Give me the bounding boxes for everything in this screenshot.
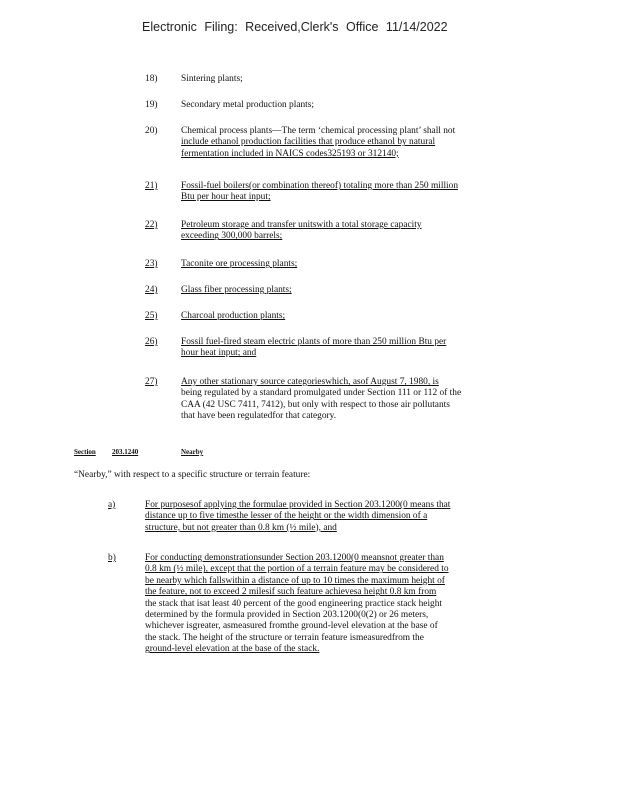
item-text: Fossil-fuel boilers(or combination thereof) totaling more than 250 million: [181, 181, 459, 191]
section-label: Section: [74, 448, 96, 456]
item-text: Fossil fuel-fired steam electric plants of more than 250 million Btu per: [181, 337, 447, 347]
item-number: 22): [145, 220, 158, 230]
section-title: Nearby: [181, 448, 204, 456]
item-text: Chemical process plants—The term ‘chemical processing plant’ shall not: [181, 126, 456, 136]
item-number: 27): [145, 377, 158, 387]
sub-item-text: the stack that isat least 40 percent of the good engineering practice stack height: [145, 598, 443, 609]
sub-item-text: the feature, not to exceed 2 milesif such feature achievesa height 0.8 km from: [145, 587, 437, 598]
item-text: hour heat input; and: [181, 348, 257, 359]
item-number: 20): [145, 126, 158, 136]
sub-item-text: 0.8 km (½ mile), except that the portion of a terrain feature may be considered to: [145, 564, 449, 575]
item-number: 23): [145, 259, 158, 269]
item-text: Btu per hour heat input;: [181, 192, 271, 203]
item-text: CAA (42 USC 7411, 7412), but only with respect to those air pollutants: [181, 399, 450, 410]
item-number: 21): [145, 181, 158, 191]
item-text: that have been regulatedfor that category.: [181, 411, 337, 422]
sub-item-text: be nearby which fallswithin a distance of up to 10 times the maximum height of: [145, 575, 445, 586]
item-text: Glass fiber processing plants;: [181, 285, 292, 295]
item-text: exceeding 300,000 barrels;: [181, 231, 283, 242]
definition-intro: “Nearby,” with respect to a specific structure or terrain feature:: [74, 470, 311, 480]
item-text: Secondary metal production plants;: [181, 100, 315, 110]
filing-header: Electronic Filing: Received,Clerk's Office 11/14/2022: [142, 20, 448, 34]
item-number: 24): [145, 285, 158, 295]
sub-item-text: For purposesof applying the formulae provided in Section 203.1200(0 means that: [145, 500, 451, 510]
item-text: include ethanol production facilities that produce ethanol by natural: [181, 137, 436, 148]
sub-item-text: determined by the formula provided in Section 203.1200(0(2) or 26 meters,: [145, 610, 429, 621]
item-text: Any other stationary source categorieswhich, asof August 7, 1980, is: [181, 377, 439, 387]
item-text: being regulated by a standard promulgated under Section 111 or 112 of the: [181, 388, 462, 399]
section-number: 203.1240: [112, 448, 139, 456]
sub-item-text: distance up to five timesthe lesser of the height or the width dimension of a: [145, 511, 428, 522]
item-text: fermentation included in NAICS codes325193 or 312140;: [181, 148, 399, 159]
sub-item-letter: a): [108, 500, 116, 510]
sub-item-text: For conducting demonstrationsunder Section 203.1200(0 meansnot greater than: [145, 553, 444, 563]
item-text: Petroleum storage and transfer unitswith a total storage capacity: [181, 220, 422, 230]
sub-item-text: whichever isgreater, asmeasured fromthe ground-level elevation at the base of: [145, 621, 438, 632]
item-text: Taconite ore processing plants;: [181, 259, 298, 269]
item-number: 26): [145, 337, 158, 347]
sub-item-text: structure, but not greater than 0.8 km (½ mile), and: [145, 522, 337, 533]
item-text: Sintering plants;: [181, 74, 243, 84]
item-number: 18): [145, 74, 158, 84]
item-text: Charcoal production plants;: [181, 311, 286, 321]
sub-item-text: ground-level elevation at the base of the stack.: [145, 644, 320, 655]
sub-item-text: the stack. The height of the structure or terrain feature ismeasuredfrom the: [145, 632, 424, 643]
sub-item-letter: b): [108, 553, 116, 563]
item-number: 25): [145, 311, 158, 321]
item-number: 19): [145, 100, 158, 110]
